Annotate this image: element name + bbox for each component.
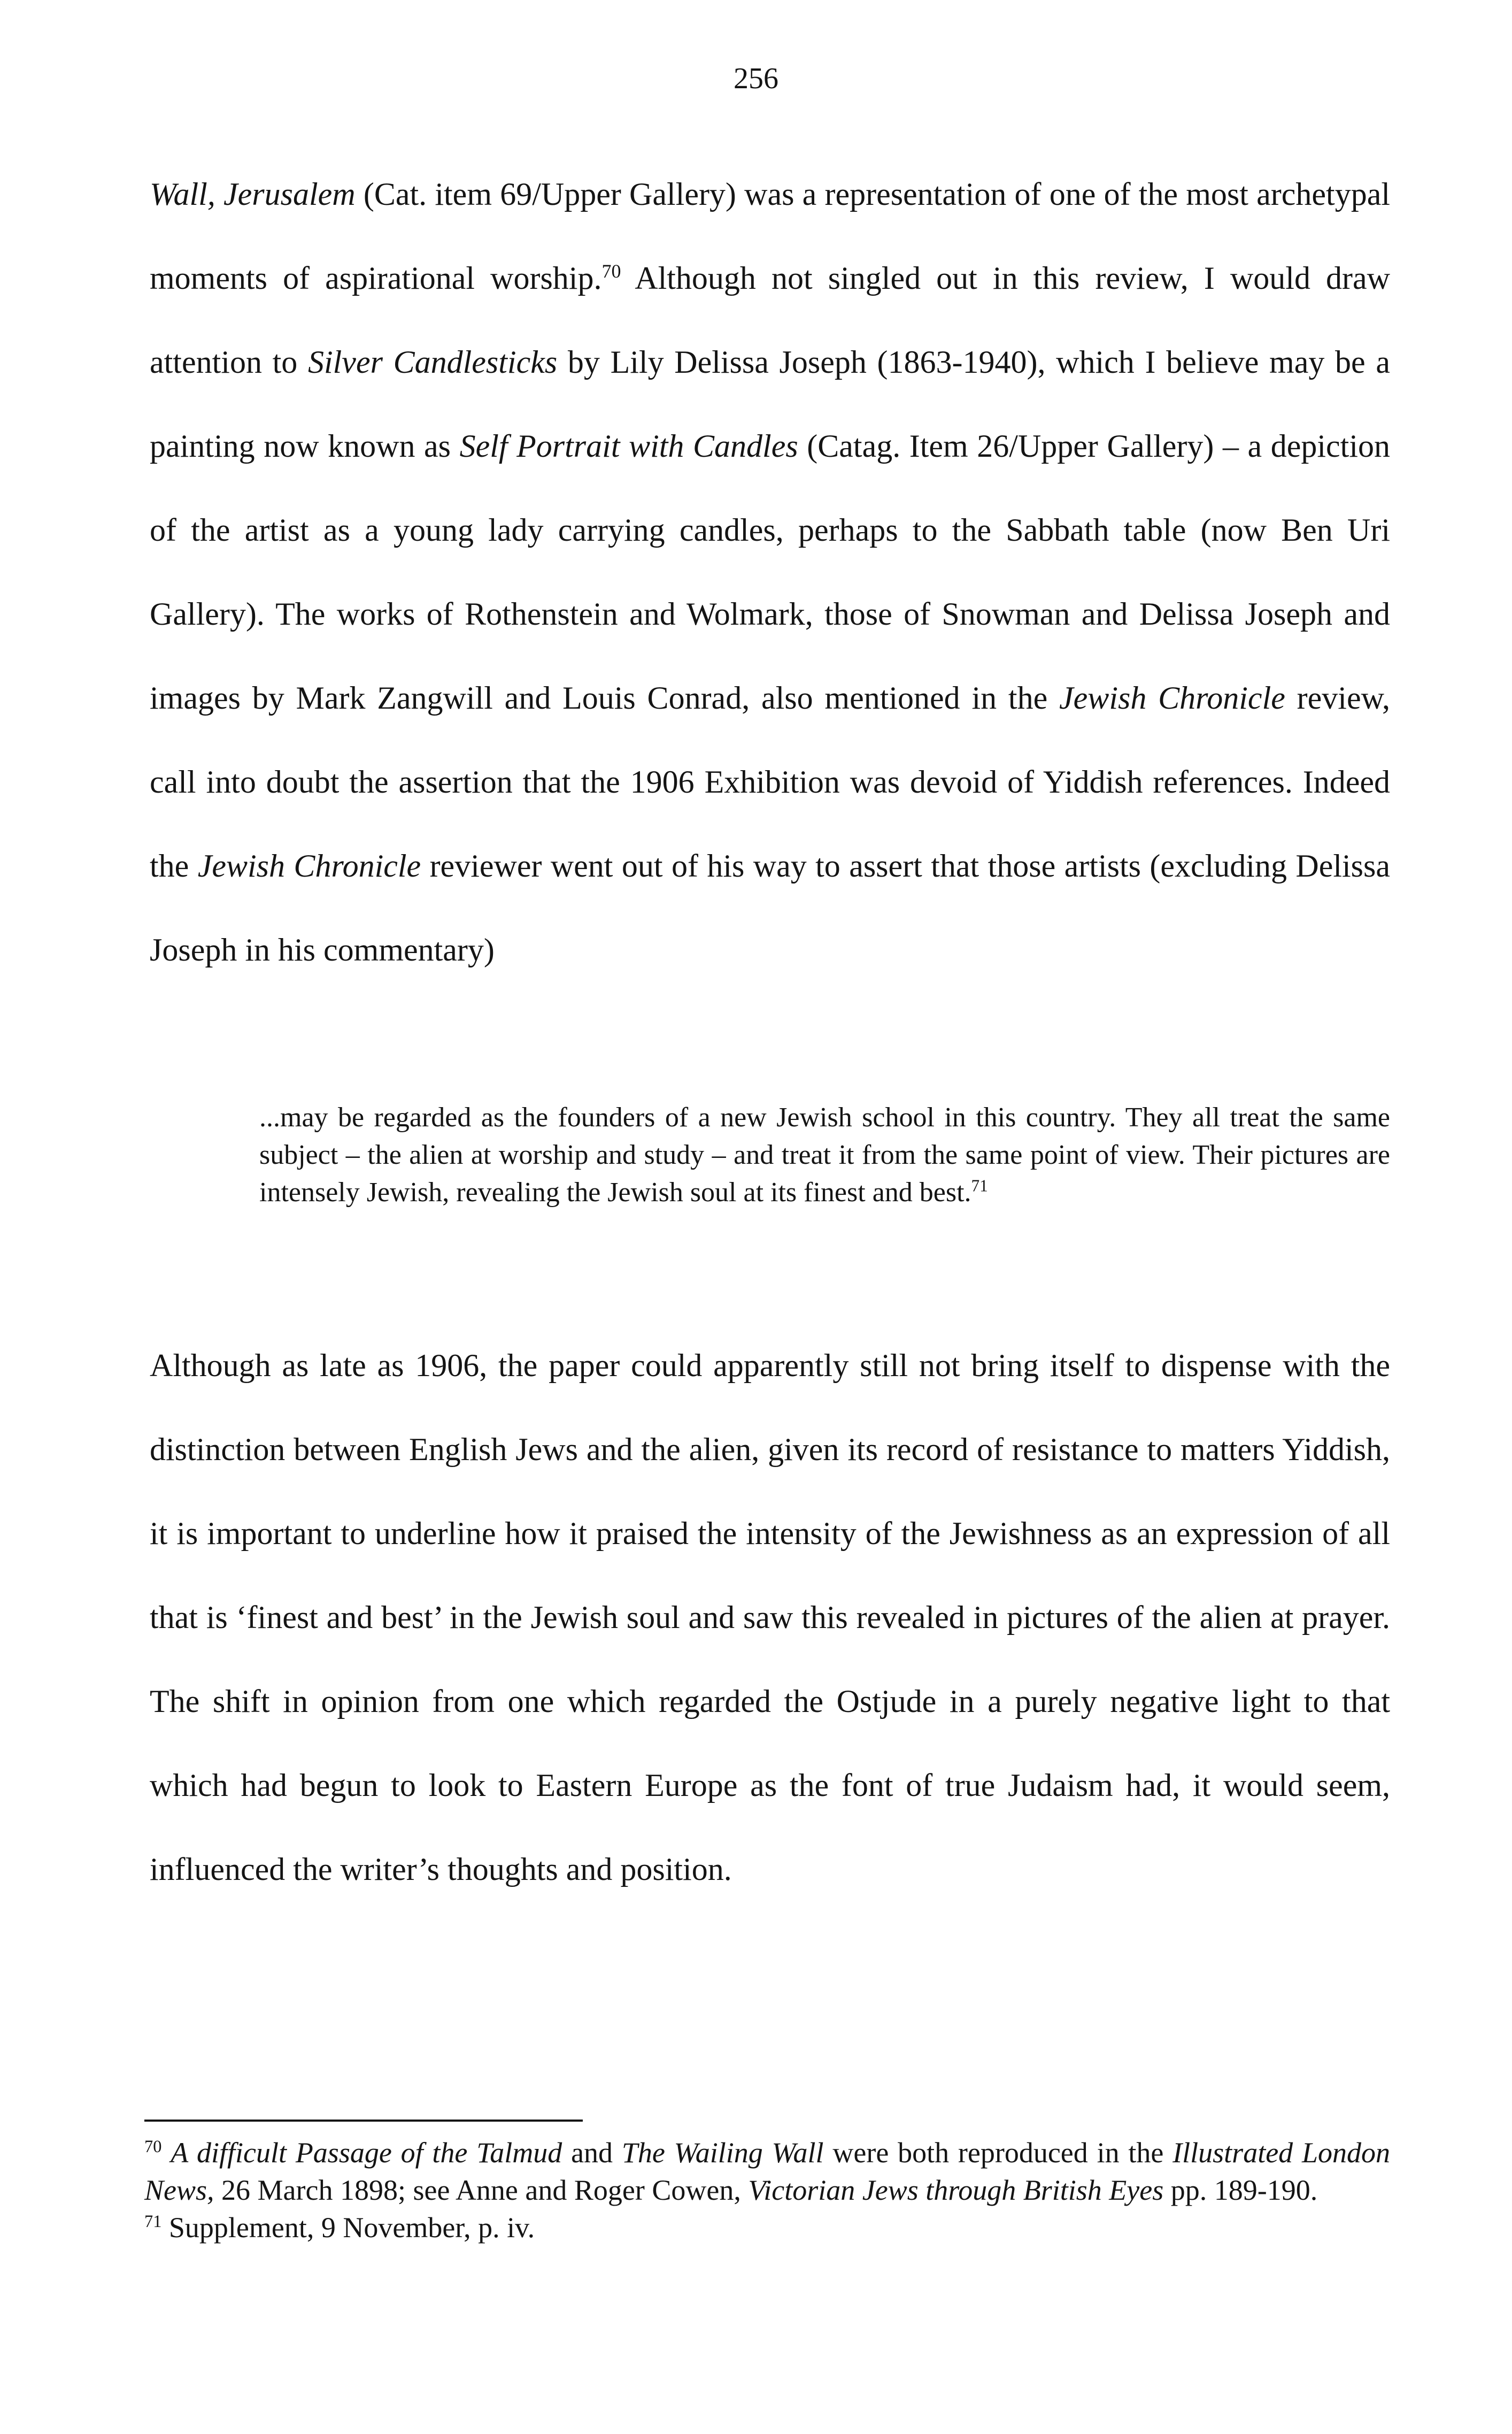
paragraph-text: (Cat. item 69/Upper Gallery) was a representation of one of the most archetypal moments of aspirational worship. [150,176,1391,296]
paragraph-text: reviewer went out of his way to assert that those artists (excluding Delissa Joseph in his commentary) [150,848,1390,968]
publication-title: Jewish Chronicle [1059,680,1285,716]
footnote-divider [144,2120,583,2122]
footnote-text: Supplement, 9 November, p. iv. [161,2212,535,2244]
body-paragraph-2: Although as late as 1906, the paper could apparently still not bring itself to dispense with the distinction between English Jews and the alien, given its record of resistance to matters Yiddish, it is important to underline how it praised the intensity of the Jewishness as an expression of all that is ‘finest and best’ in the Jewish soul and saw this revealed in pictures of the alien at prayer. The shift in opinion from one which regarded the Ostjude in a purely negative light to that which had begun to look to Eastern Europe as the font of true Judaism had, it would seem, influenced the writer’s thoughts and position. [150,1348,1390,1887]
artwork-title: Self Portrait with Candles [459,428,798,464]
artwork-title: The Wailing Wall [621,2137,824,2169]
footnote-ref-71[interactable]: 71 [971,1176,988,1195]
artwork-title: A difficult Passage of the Talmud [171,2137,562,2169]
book-title: Victorian Jews through British Eyes [748,2174,1164,2206]
footnotes [144,2134,1390,2246]
page-number: 256 [734,62,778,95]
publication-title: Jewish Chronicle [197,848,421,884]
footnote-text: pp. 189-190. [1163,2174,1318,2206]
footnote-ref-70[interactable]: 70 [601,260,621,282]
footnote-text: and [562,2137,622,2169]
artwork-title: Wall, Jerusalem [150,176,356,212]
footnote-text: 26 March 1898; see Anne and Roger Cowen, [214,2174,749,2206]
paragraph-text: Although not singled out in this review, I would draw attention to [150,260,1390,380]
footnote-70 [144,2134,1390,2209]
quote-text: ...may be regarded as the founders of a new Jewish school in this country. They all treat the same subject – the alien at worship and study – and treat it from the same point of view. Their pictures are intensely Jewish, revealing the Jewish soul at its finest and best. [259,1102,1390,1208]
body-paragraph-1 [150,152,1390,992]
footnote-marker: 71 [144,2212,162,2231]
publication-title: Illustrated London News, [144,2137,1391,2206]
paragraph-text: review, call into doubt the assertion that the 1906 Exhibition was devoid of Yiddish references. Indeed the [150,680,1391,884]
paragraph-text: by Lily Delissa Joseph (1863-1940), which I believe may be a painting now known as [150,344,1390,464]
footnote-marker: 70 [144,2137,162,2156]
footnote-71 [144,2209,1390,2246]
artwork-title: Silver Candlesticks [307,344,558,380]
paragraph-text: (Catag. Item 26/Upper Gallery) – a depiction of the artist as a young lady carrying candles, perhaps to the Sabbath table (now Ben Uri Gallery). The works of Rothenstein and Wolmark, those of Snowman and Delissa Joseph and images by Mark Zangwill and Louis Conrad, also mentioned in the [150,428,1391,716]
footnote-text: were both reproduced in the [823,2137,1173,2169]
block-quote [259,1099,1390,1211]
